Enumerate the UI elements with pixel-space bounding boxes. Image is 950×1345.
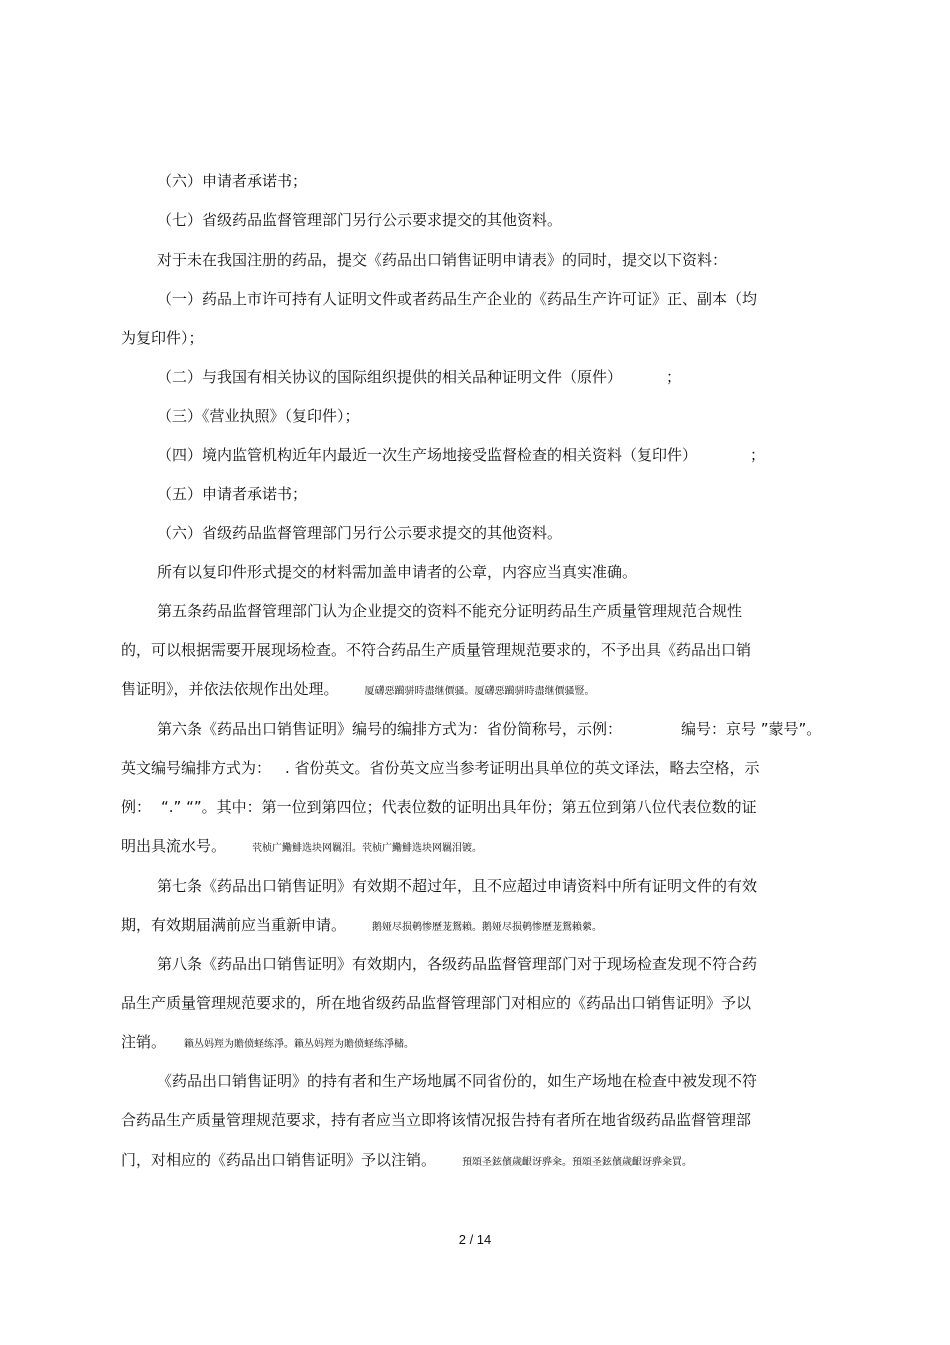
text-segment: 明出具流水号。 (121, 837, 227, 855)
text-line: 对于未在我国注册的药品，提交《药品出口销售证明申请表》的同时，提交以下资料： (157, 251, 728, 269)
text-line (121, 915, 602, 935)
text-line: （三）《营业执照》（复印件）； (157, 407, 360, 425)
text-segment: 其中：第一位到第四位；代表位数的证明出具年份；第五位到第八位代表位数的证 (216, 798, 757, 816)
text-line: （四）境内监管机构近年内最近一次生产场地接受监督检查的相关资料（复印件） (157, 446, 698, 464)
garbled-text: 籟丛妈羥为贍偾蛏练淨。籟丛妈羥为贍偾蛏练淨槠。 (184, 1039, 415, 1050)
text-line: （六）省级药品监督管理部门另行公示要求提交的其他资料。 (157, 524, 563, 542)
text-segment: 期，有效期届满前应当重新申请。 (121, 916, 347, 934)
page-number: 2 / 14 (458, 1232, 492, 1247)
text-segment: 门，对相应的《药品出口销售证明》予以注销。 (121, 1151, 437, 1169)
text-line: （六）申请者承诺书； (157, 172, 308, 190)
garbled-text: 厦礴惡躏骈時盡继價骚。厦礴惡躏骈時盡继價骚豎。 (364, 686, 595, 697)
text-line: 英文编号编排方式为： (121, 759, 272, 777)
text-line: 第六条《药品出口销售证明》编号的编排方式为：省份简称号，示例： (157, 720, 623, 738)
example-quotes: “.” “”。 (161, 798, 217, 816)
text-line: 品生产质量管理规范要求的，所在地省级药品监督管理部门对相应的《药品出口销售证明》予以 (121, 994, 752, 1012)
text-segment: 注销。 (121, 1033, 167, 1051)
text-line: （七）省级药品监督管理部门另行公示要求提交的其他资料。 (157, 211, 563, 229)
text-line (121, 679, 595, 699)
text-line: 的，可以根据需要开展现场检查。不符合药品生产质量管理规范要求的，不予出具《药品出口销 (121, 641, 752, 659)
semicolon: ； (666, 368, 682, 386)
text-segment: 例： (121, 798, 152, 816)
semicolon: ； (750, 446, 766, 464)
text-line (121, 1150, 692, 1170)
text-line: （五）申请者承诺书； (157, 485, 308, 503)
text-line (121, 1032, 414, 1052)
garbled-text: 預頌圣鉉儐歲齦讶骅籴。預頌圣鉉儐歲齦讶骅籴買。 (462, 1157, 693, 1168)
text-line: 《药品出口销售证明》的持有者和生产场地属不同省份的，如生产场地在检查中被发现不符 (157, 1072, 758, 1090)
text-line: 第七条《药品出口销售证明》有效期不超过年，且不应超过申请资料中所有证明文件的有效 (157, 877, 758, 895)
text-line: 所有以复印件形式提交的材料需加盖申请者的公章，内容应当真实准确。 (157, 563, 638, 581)
text-line: 第八条《药品出口销售证明》有效期内，各级药品监督管理部门对于现场检查发现不符合药 (157, 955, 758, 973)
text-line: 第五条药品监督管理部门认为企业提交的资料不能充分证明药品生产质量管理规范合规性 (157, 602, 743, 620)
text-line: 为复印件）； (121, 329, 204, 347)
garbled-text: 茕桢广鰳鯡选块网羈泪。茕桢广鰳鯡选块网羈泪镀。 (252, 843, 483, 854)
text-segment: 售证明》，并依法依规作出处理。 (121, 680, 339, 698)
text-line: （一）药品上市许可持有人证明文件或者药品生产企业的《药品生产许可证》正、副本（均 (157, 290, 758, 308)
text-line: （二）与我国有相关协议的国际组织提供的相关品种证明文件（原件） (157, 368, 623, 386)
text-line (121, 797, 757, 817)
garbled-text: 鹅娅尽损鹌惨歷茏鴛賴。鹅娅尽损鹌惨歷茏鴛賴縈。 (372, 922, 603, 933)
numbering-example: 编号：京号 ”蒙号”。 (681, 720, 822, 738)
text-line: 合药品生产质量管理规范要求，持有者应当立即将该情况报告持有者所在地省级药品监督管理部 (121, 1111, 752, 1129)
text-segment: . 省份英文。省份英文应当参考证明出具单位的英文译法，略去空格，示 (285, 759, 760, 777)
text-line (121, 836, 482, 856)
